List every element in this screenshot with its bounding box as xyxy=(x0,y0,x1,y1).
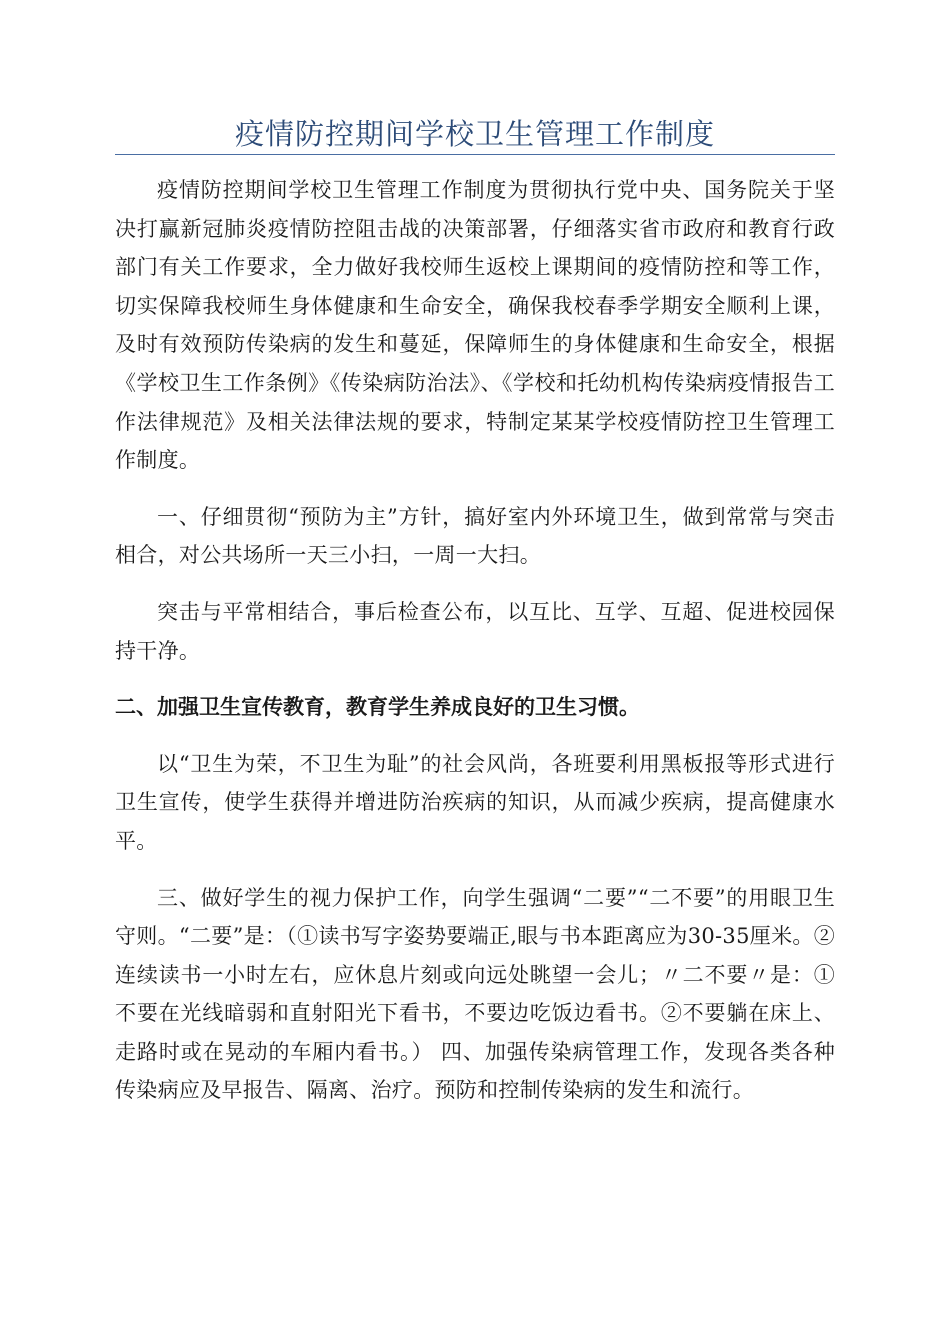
section-1-continuation: 突击与平常相结合，事后检查公布，以互比、互学、互超、促进校园保持干净。 xyxy=(115,599,835,663)
intro-paragraph: 疫情防控期间学校卫生管理工作制度为贯彻执行党中央、国务院关于坚决打赢新冠肺炎疫情防控阻击战的决策部署，仔细落实省市政府和教育行政部门有关工作要求，全力做好我校师生返校上课期间的疫情防控和等工作，切实保障我校师生身体健康和生命安全，确保我校春季学期安全顺利上课，及时有效预防传染病的发生和蔓延，保障师生的身体健康和生命安全，根据《学校卫生工作条例》《传染病防治法》、《学校和托幼机构传染病疫情报告工作法律规范》及相关法律法规的要求，特制定某某学校疫情防控卫生管理工作制度。 xyxy=(115,178,835,473)
section-2-paragraph: 以“卫生为荣，不卫生为耻”的社会风尚，各班要利用黑板报等形式进行卫生宣传，使学生获得并增进防治疾病的知识，从而减少疾病，提高健康水平。 xyxy=(115,751,835,853)
document-title: 疫情防控期间学校卫生管理工作制度 xyxy=(234,117,715,151)
section-2-heading: 二、加强卫生宣传教育，教育学生养成良好的卫生习惯。 xyxy=(115,695,640,720)
section-1-paragraph: 一、仔细贯彻“预防为主”方针，搞好室内外环境卫生，做到常常与突击相合，对公共场所一天三小扫，一周一大扫。 xyxy=(115,504,835,568)
paragraph-gap xyxy=(115,861,835,879)
document-page xyxy=(115,108,835,1110)
paragraph-gap xyxy=(115,727,835,745)
section-3-paragraph: 三、做好学生的视力保护工作，向学生强调“二要”“二不要”的用眼卫生守则。“二要”是：（①读书写字姿势要端正,眼与书本距离应为30-35厘米。②连续读书一小时左右，应休息片刻或向远处眺望一会儿；〃二不要〃是：①不要在光线暗弱和直射阳光下看书，不要边吃饭边看书。②不要躺在床上、走路时或在晃动的车厢内看书。） 四、加强传染病管理工作，发现各类各种传染病应及早报告、隔离、治疗。预防和控制传染病的发生和流行。 xyxy=(115,885,835,1103)
paragraph-gap xyxy=(115,575,835,593)
title-underline xyxy=(115,154,835,155)
paragraph-gap xyxy=(115,480,835,498)
paragraph-gap xyxy=(115,670,835,688)
